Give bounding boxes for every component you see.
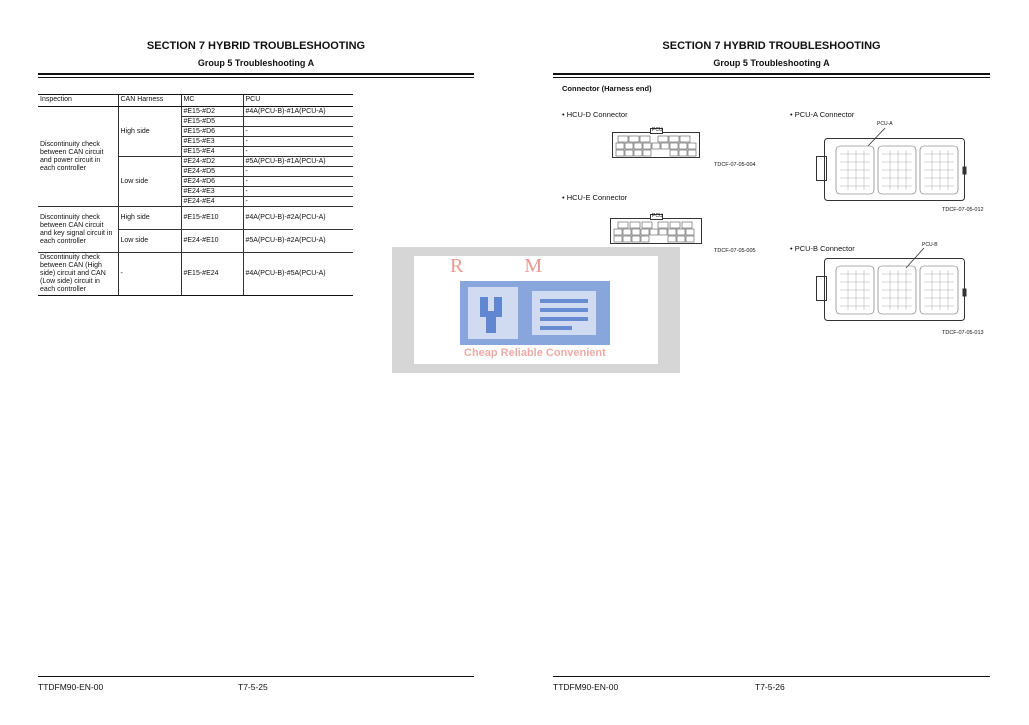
bullet-icon: • — [562, 110, 567, 119]
right-section-title: SECTION 7 HYBRID TROUBLESHOOTING — [662, 40, 881, 52]
pcu-cell — [243, 117, 353, 127]
pcu-cell: #5A(PCU-B)-#1A(PCU-A) — [243, 157, 353, 167]
pcu-cell: - — [243, 147, 353, 157]
bullet-icon: • — [790, 244, 795, 253]
pcu-b-callout: PCU-B — [922, 242, 938, 248]
left-section-title: SECTION 7 HYBRID TROUBLESHOOTING — [146, 40, 366, 52]
pcu-a-callout: PCU-A — [877, 121, 893, 127]
left-footer-doc: TTDFM90-EN-00 — [38, 682, 104, 692]
harness-cell: High side — [118, 107, 181, 157]
mc-cell: #E15-#D6 — [181, 127, 243, 137]
table-header-cell: PCU — [243, 95, 353, 107]
hcu-d-label: • HCU-D Connector — [562, 110, 628, 119]
mc-cell: #E15-#D2 — [181, 107, 243, 117]
pcu-cell: - — [243, 177, 353, 187]
mc-cell: #E15-#E10 — [181, 207, 243, 230]
pcu-b-connector-diagram — [816, 248, 972, 324]
right-footer-rule — [553, 676, 990, 677]
table-row — [38, 107, 353, 117]
right-header-rule-thin — [553, 77, 990, 78]
mc-cell: #E24-#D2 — [181, 157, 243, 167]
table-header-cell: MC — [181, 95, 243, 107]
mc-cell: #E15-#E3 — [181, 137, 243, 147]
hcu-d-tag: PCU — [652, 127, 663, 133]
pcu-cell: #4A(PCU-B)-#5A(PCU-A) — [243, 253, 353, 296]
connector-heading: Connector (Harness end) — [562, 84, 652, 93]
inspection-cell: Discontinuity check between CAN (High side) circuit and CAN (Low side) circuit in each controller — [38, 253, 118, 296]
pcu-b-figure-id: TDCF-07-05-013 — [942, 330, 984, 336]
pcu-a-figure-id: TDCF-07-05-012 — [942, 207, 984, 213]
right-group-title: Group 5 Troubleshooting A — [713, 58, 830, 68]
bullet-icon: • — [790, 110, 795, 119]
pcu-cell: #5A(PCU-B)-#2A(PCU-A) — [243, 230, 353, 253]
right-footer-doc: TTDFM90-EN-00 — [553, 682, 619, 692]
left-footer-page: T7-5-25 — [238, 682, 268, 692]
hcu-e-tag: PCU — [652, 213, 663, 219]
pcu-cell: - — [243, 187, 353, 197]
mc-cell: #E15-#E24 — [181, 253, 243, 296]
right-header-rule — [553, 73, 990, 75]
wrench-document-logo — [460, 281, 610, 345]
harness-cell: High side — [118, 207, 181, 230]
pcu-cell: - — [243, 127, 353, 137]
harness-cell: Low side — [118, 230, 181, 253]
pcu-a-connector-diagram — [816, 128, 972, 204]
harness-cell: - — [118, 253, 181, 296]
table-header-cell: CAN Harness — [118, 95, 181, 107]
table-row — [38, 207, 353, 230]
inspection-cell: Discontinuity check between CAN circuit and power circuit in each controller — [38, 107, 118, 207]
mc-cell: #E24-#E10 — [181, 230, 243, 253]
mc-cell: #E24-#D5 — [181, 167, 243, 177]
mc-cell: #E24-#E3 — [181, 187, 243, 197]
mc-cell: #E15-#D5 — [181, 117, 243, 127]
left-group-title: Group 5 Troubleshooting A — [197, 58, 315, 68]
pcu-cell: - — [243, 197, 353, 207]
inspection-cell: Discontinuity check between CAN circuit and key signal circuit in each controller — [38, 207, 118, 253]
right-footer-page: T7-5-26 — [755, 682, 785, 692]
left-footer-rule — [38, 676, 474, 677]
mc-cell: #E24-#E4 — [181, 197, 243, 207]
pcu-cell: #4A(PCU-B)-#2A(PCU-A) — [243, 207, 353, 230]
table-row — [38, 253, 353, 296]
watermark-letters: R M — [450, 255, 571, 277]
left-header-rule — [38, 73, 474, 75]
pcu-cell: - — [243, 167, 353, 177]
hcu-d-figure-id: TDCF-07-05-004 — [714, 162, 756, 168]
harness-cell: Low side — [118, 157, 181, 207]
watermark-band — [392, 247, 680, 373]
hcu-e-figure-id: TDCF-07-05-005 — [714, 248, 756, 254]
pcu-b-label: • PCU-B Connector — [790, 244, 855, 253]
left-header-rule-thin — [38, 77, 474, 78]
can-inspection-table — [38, 94, 353, 296]
pcu-cell: - — [243, 137, 353, 147]
pcu-a-label: • PCU-A Connector — [790, 110, 855, 119]
pcu-cell: #4A(PCU-B)-#1A(PCU-A) — [243, 107, 353, 117]
hcu-e-label: • HCU-E Connector — [562, 193, 628, 202]
table-header-row — [38, 95, 353, 107]
mc-cell: #E15-#E4 — [181, 147, 243, 157]
mc-cell: #E24-#D6 — [181, 177, 243, 187]
watermark-tagline: Cheap Reliable Convenient — [464, 347, 606, 359]
table-header-cell: Inspection — [38, 95, 118, 107]
bullet-icon: • — [562, 193, 567, 202]
